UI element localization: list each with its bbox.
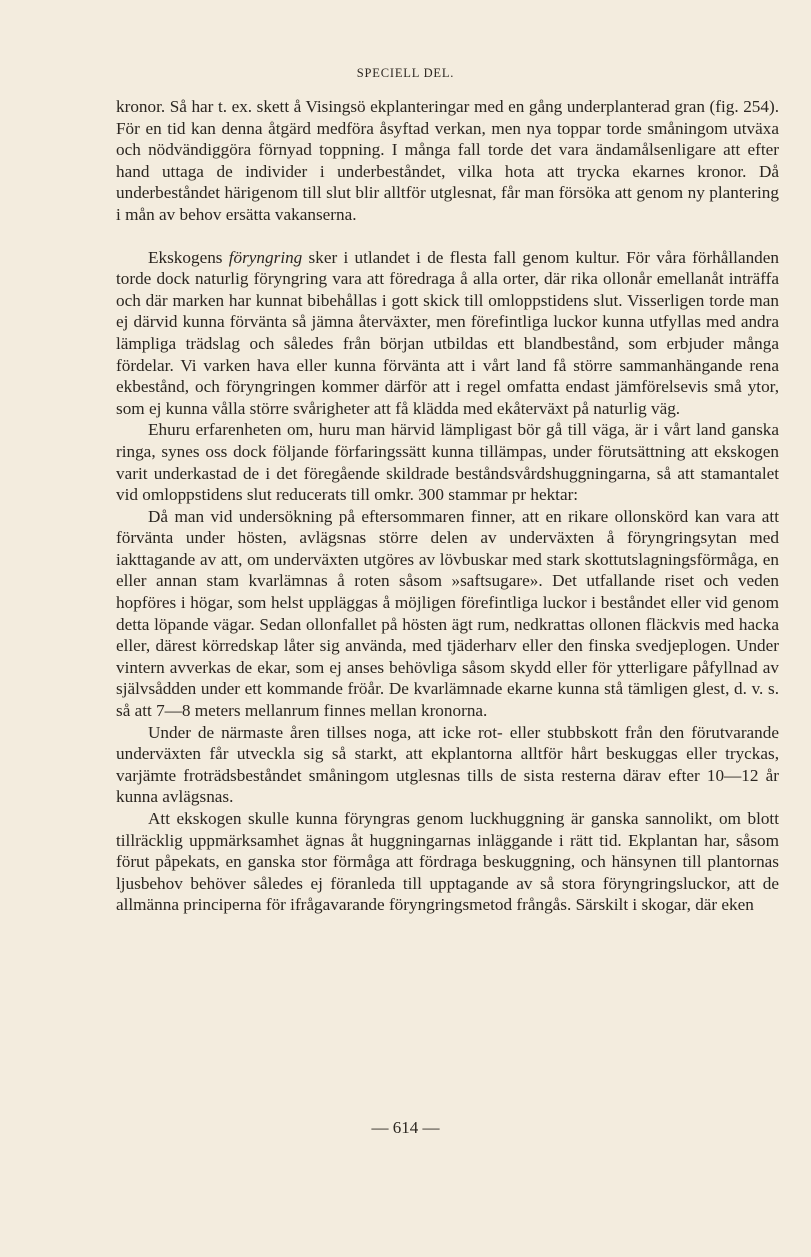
paragraph-6: Att ekskogen skulle kunna föryngras genom luckhuggning är ganska sannolikt, om blott tillräcklig uppmärksamhet ägnas åt huggningarnas inläggande i rätt tid. Ekplantan har, såsom förut påpekats, en ganska stor förmåga att fördraga beskuggning, och hänsynen till plantornas ljusbehov behöver således ej föranleda till upptagande av så stora föryngringsluckor, att de allmänna principerna för ifrågavarande föryngringsmetod frångås. Särskilt i skogar, där eken: [116, 809, 779, 915]
paragraph-4: Då man vid undersökning på eftersommaren finner, att en rikare ollonskörd kan vara att förvänta under hösten, avlägsnas större delen av underväxten å föryngringsytan med iakttagande av att, om underväxten utgöres av lövbuskar med stark skottutslagningsförmåga, en eller annan stam kvarlämnas å roten såsom »saftsugare». Det utfallande riset och veden hopföres i högar, som helst uppläggas å möjligen förefintliga luckor i beståndet eller vid genom detta löpande vägar. Sedan ollonfallet på hösten ägt rum, nedkrattas ollonen fläckvis med hacka eller, därest körredskap låter sig använda, med tjäderharv eller den finska svedjeplogen. Under vintern avverkas de ekar, som ej anses behövliga såsom skydd eller för ytterligare påfyllnad av självsådden under ett kommande fröår. De kvarlämnade ekarne kunna stå tämligen glest, d. v. s. så att 7—8 meters mellanrum finnes mellan kronorna.: [116, 506, 779, 721]
paragraph-2: [116, 247, 779, 420]
paragraph-3: Ehuru erfarenheten om, huru man härvid lämpligast bör gå till väga, är i vårt land ganska ringa, synes oss dock följande förfaringssätt kunna tillämpas, under förutsättning att ekskogen varit underkastad de i det föregående skildrade beståndsvårdshuggningarna, så att stamantalet vid omloppstidens slut reducerats till omkr. 300 stammar pr hektar:: [116, 420, 779, 505]
running-head: SPECIELL DEL.: [356, 66, 455, 80]
emphasis-foryngring: föryngring: [228, 247, 303, 267]
paragraph-5: Under de närmaste åren tillses noga, att icke rot- eller stubbskott från den förutvarande underväxten får utveckla sig så starkt, att ekplantorna alltför hårt beskuggas eller tryckas, varjämte froträdsbeståndet småningom utglesnas tills de sista resterna därav efter 10—12 år kunna avlägsnas.: [116, 722, 779, 807]
paragraph-2-rest: sker i utlandet i de flesta fall genom kultur. För våra förhållanden torde dock naturlig föryngring vara att föredraga å alla orter, där rika ollonår emellanåt inträffa och där marken har kunnat bibehållas i gott skick till omloppstidens slut. Visserligen torde man ej därvid kunna förvänta så jämna återväxter, men förefintliga luckor kunna utfyllas med andra lämpliga trädslag och således från början utbildas ett blandbestånd, som erbjuder många fördelar. Vi varken hava eller kunna förvänta att i vårt land få större sammanhängande rena ekbestånd, och föryngringen kommer därför att i regel omfatta endast jämförelsevis små ytor, som ej kunna vålla större svårigheter att få klädda med ekåterväxt på naturlig väg.: [116, 247, 779, 418]
paragraph-2-lead: Ekskogens: [148, 247, 229, 267]
paragraph-1: kronor. Så har t. ex. skett å Visingsö ekplanteringar med en gång underplanterad gran (fig. 254). För en tid kan denna åtgärd medföra åsyftad verkan, men nya toppar torde småningom utväxa och nödvändiggöra förnyad toppning. I många fall torde det vara ändamålsenligare att efter hand uttaga de individer i underbeståndet, vilka hota att trycka ekarnes kronor. Då underbeståndet härigenom till slut blir alltför utglesnat, får man försöka att genom ny plantering i mån av behov ersätta vakanserna.: [116, 97, 779, 224]
page-number: — 614 —: [371, 1118, 440, 1137]
body-text: [116, 96, 779, 916]
